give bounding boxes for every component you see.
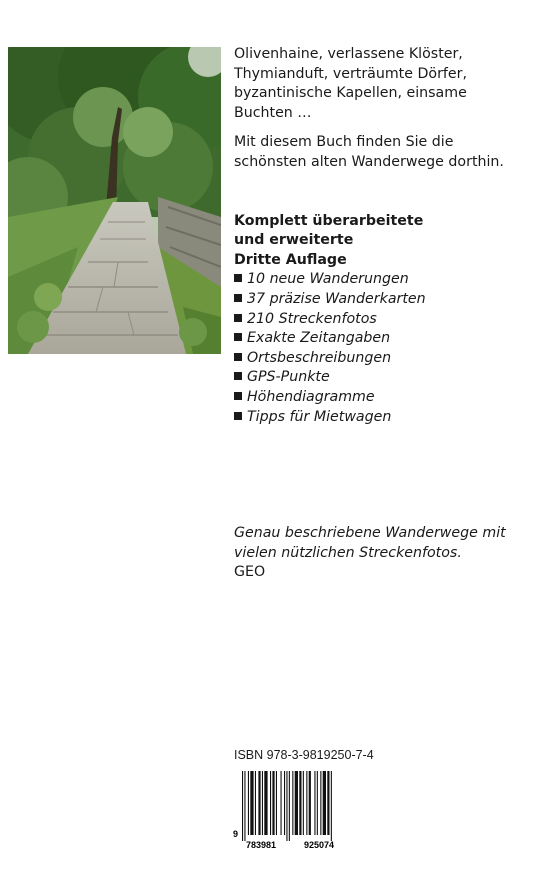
barcode-bar xyxy=(327,771,329,835)
feature-item xyxy=(234,349,524,369)
bullet-square-icon xyxy=(234,412,242,420)
barcode-bar xyxy=(250,771,253,835)
feature-item xyxy=(234,408,524,428)
feature-label: Höhendiagramme xyxy=(247,388,375,405)
edition-line-2: und erweiterte xyxy=(234,232,354,249)
feature-item xyxy=(234,368,524,388)
bullet-square-icon xyxy=(234,294,242,302)
feature-list xyxy=(234,270,524,427)
barcode-bar xyxy=(323,771,326,835)
description-column xyxy=(234,45,524,427)
barcode-bar xyxy=(284,771,285,835)
quote-text: Genau beschriebene Wanderwege mit vielen nützlichen Streckenfotos. xyxy=(234,525,506,561)
barcode-bar xyxy=(295,771,298,835)
barcode-bar xyxy=(258,771,260,835)
barcode-bar xyxy=(331,771,332,841)
barcode-bar xyxy=(306,771,307,835)
barcode-prefix-digit: 9 xyxy=(233,829,239,839)
feature-item xyxy=(234,388,524,408)
bullet-square-icon xyxy=(234,372,242,380)
isbn-barcode xyxy=(232,771,362,851)
edition-heading xyxy=(234,212,524,271)
barcode-bar xyxy=(317,771,318,835)
barcode-left-digits: 783981 xyxy=(246,840,277,850)
barcode-bar xyxy=(320,771,321,835)
barcode-bar xyxy=(314,771,315,835)
intro-paragraph-1: Olivenhaine, verlassene Klöster, Thymianduft, verträumte Dörfer, byzantinische Kapellen, einsame Buchten … xyxy=(234,46,467,121)
barcode-bar xyxy=(242,771,243,841)
barcode-bar xyxy=(292,771,293,835)
bullet-square-icon xyxy=(234,392,242,400)
barcode-right-digits: 925074 xyxy=(304,840,335,850)
quote-source: GEO xyxy=(234,564,266,581)
feature-label: Exakte Zeitangaben xyxy=(247,330,391,347)
barcode-bar xyxy=(286,771,287,841)
feature-label: Ortsbeschreibungen xyxy=(247,349,392,366)
isbn-label: ISBN 978-3-9819250-7-4 xyxy=(234,748,374,762)
feature-item xyxy=(234,270,524,290)
feature-item xyxy=(234,290,524,310)
bullet-square-icon xyxy=(234,274,242,282)
barcode-bar xyxy=(244,771,245,841)
barcode-bar xyxy=(303,771,304,835)
press-quote xyxy=(234,524,524,583)
barcode-bar xyxy=(289,771,290,841)
cover-photo-stone-path xyxy=(8,47,221,354)
barcode-graphic xyxy=(232,771,362,851)
path-photo-illustration xyxy=(8,47,221,354)
barcode-bar xyxy=(276,771,277,835)
feature-label: Tipps für Mietwagen xyxy=(247,408,392,425)
intro-paragraph-2: Mit diesem Buch finden Sie die schönsten alten Wanderwege dorthin. xyxy=(234,134,504,170)
feature-item xyxy=(234,310,524,330)
barcode-bar xyxy=(299,771,301,835)
barcode-bar xyxy=(281,771,282,835)
barcode-bar xyxy=(272,771,274,835)
barcode-bar xyxy=(264,771,267,835)
feature-label: 210 Streckenfotos xyxy=(247,310,377,327)
feature-item xyxy=(234,329,524,349)
barcode-bar xyxy=(270,771,271,835)
edition-line-1: Komplett überarbeitete xyxy=(234,212,424,229)
barcode-bar xyxy=(248,771,249,835)
barcode-bars xyxy=(242,771,332,841)
barcode-bar xyxy=(255,771,256,835)
bullet-square-icon xyxy=(234,353,242,361)
barcode-bar xyxy=(262,771,263,835)
bullet-square-icon xyxy=(234,333,242,341)
barcode-bar xyxy=(309,771,311,835)
edition-line-3: Dritte Auflage xyxy=(234,251,347,268)
feature-label: 37 präzise Wanderkarten xyxy=(247,290,426,307)
bullet-square-icon xyxy=(234,314,242,322)
feature-label: 10 neue Wanderungen xyxy=(247,271,409,288)
feature-label: GPS-Punkte xyxy=(247,369,330,386)
